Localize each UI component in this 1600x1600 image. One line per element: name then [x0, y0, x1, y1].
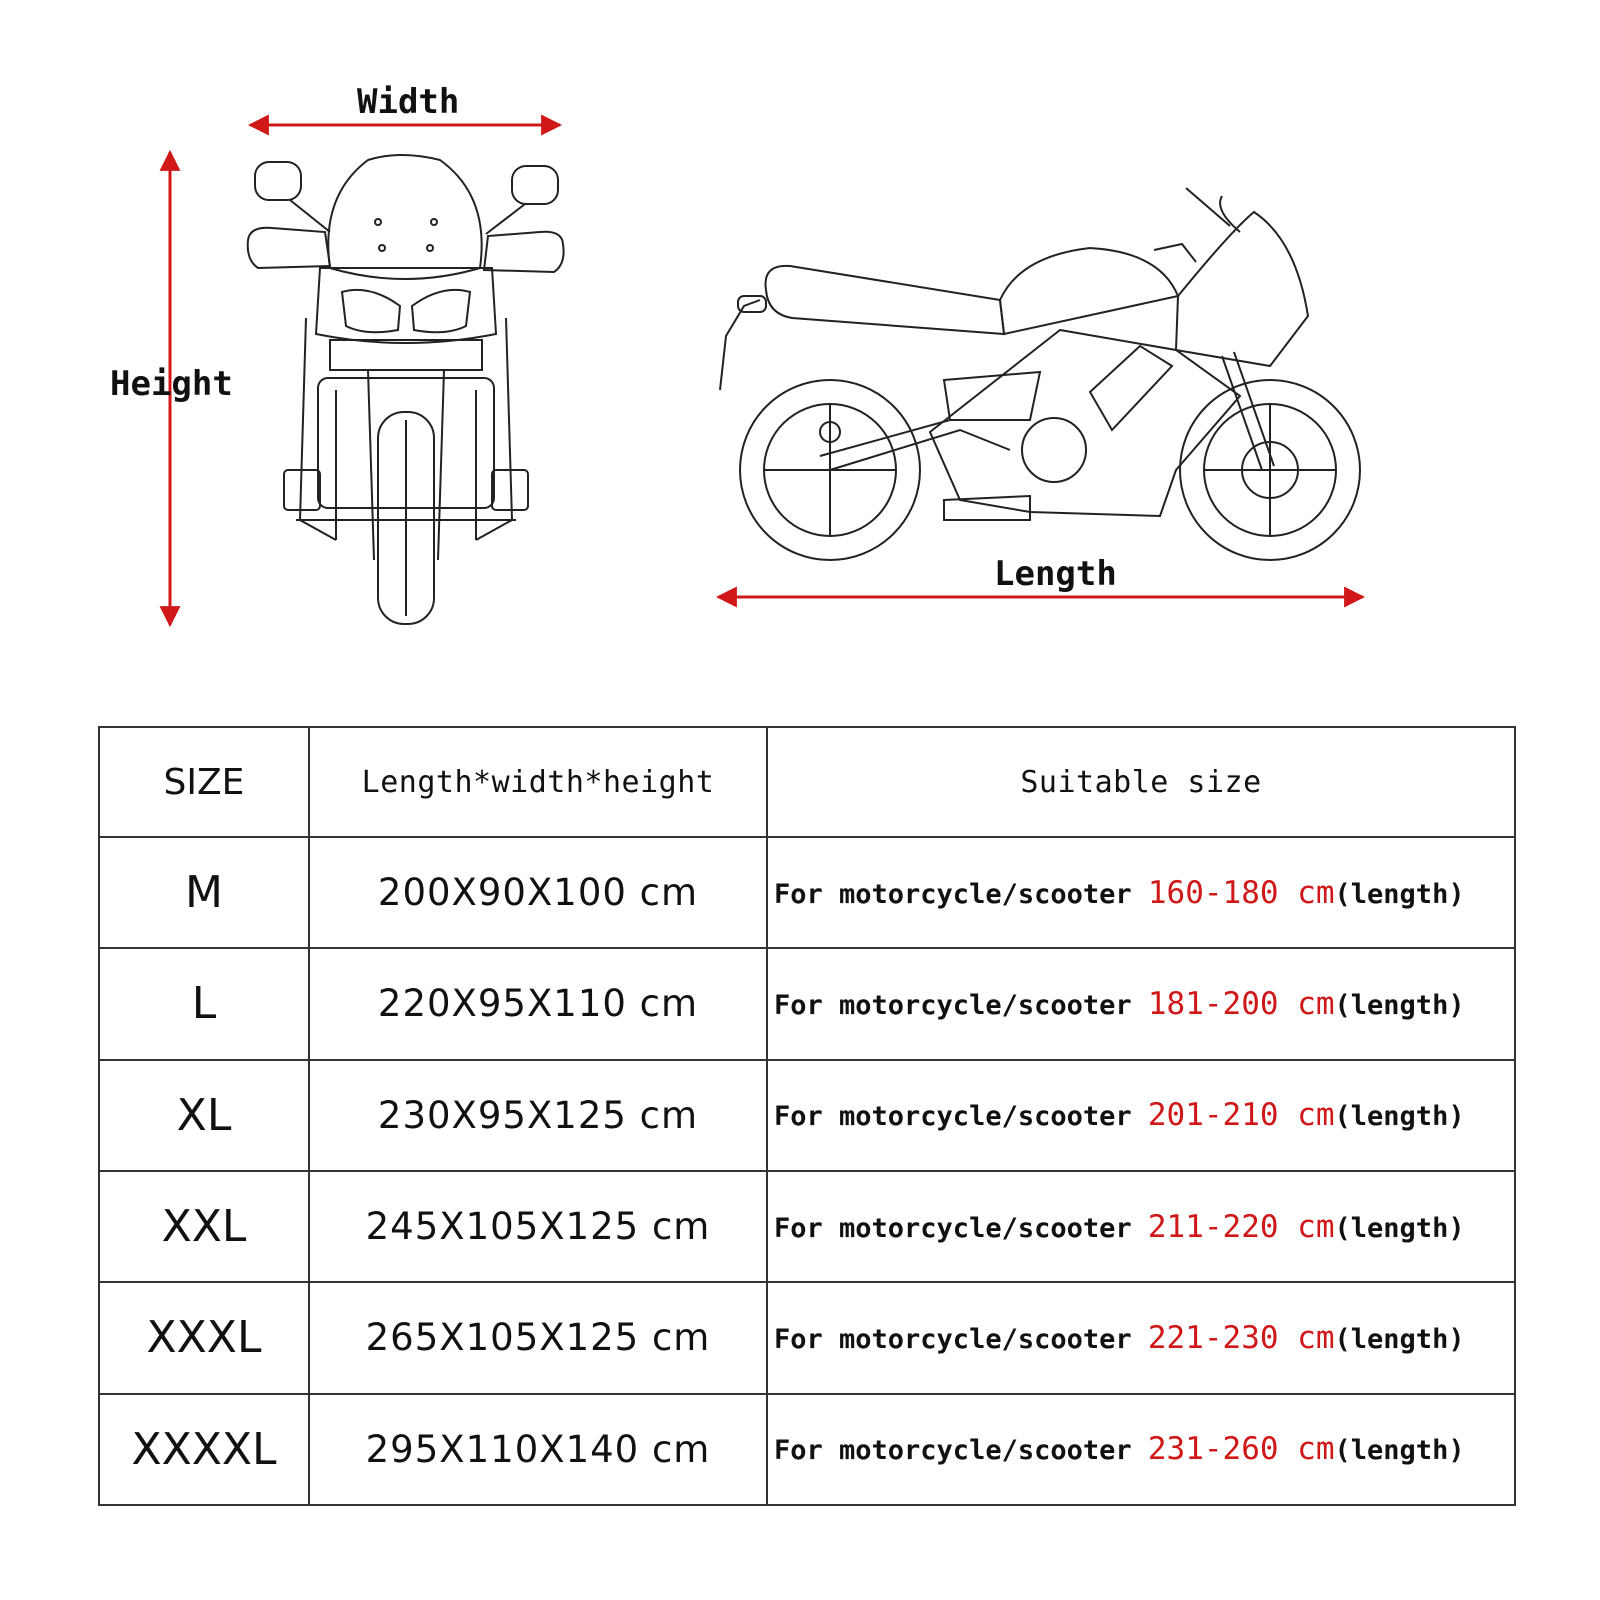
header-size: SIZE	[99, 727, 309, 837]
size-cell: L	[99, 948, 309, 1059]
suitable-suffix: (length)	[1334, 878, 1465, 910]
motorcycle-side-view	[720, 188, 1360, 560]
suitable-suffix: (length)	[1334, 1212, 1465, 1244]
suitable-prefix: For motorcycle/scooter	[774, 878, 1132, 910]
size-cell: XXXXL	[99, 1394, 309, 1505]
length-range: 211-220 cm	[1147, 1208, 1335, 1245]
suitable-size-cell	[767, 948, 1515, 1059]
table-row	[99, 837, 1515, 948]
table-row	[99, 1171, 1515, 1282]
size-cell: XXXL	[99, 1282, 309, 1393]
size-cell: XL	[99, 1060, 309, 1171]
table-row	[99, 1394, 1515, 1505]
dimensions-cell: 265X105X125 cm	[309, 1282, 767, 1393]
suitable-suffix: (length)	[1334, 1435, 1465, 1467]
suitable-prefix: For motorcycle/scooter	[774, 1435, 1132, 1467]
suitable-size-cell	[767, 1394, 1515, 1505]
suitable-size-cell	[767, 1060, 1515, 1171]
dimensions-cell: 200X90X100 cm	[309, 837, 767, 948]
dimensions-cell: 295X110X140 cm	[309, 1394, 767, 1505]
suitable-prefix: For motorcycle/scooter	[774, 1323, 1132, 1355]
suitable-size-cell	[767, 837, 1515, 948]
table-row	[99, 1282, 1515, 1393]
height-label: Height	[110, 364, 233, 404]
suitable-suffix: (length)	[1334, 1323, 1465, 1355]
motorcycle-dimension-diagram	[0, 0, 1600, 660]
dimensions-cell: 230X95X125 cm	[309, 1060, 767, 1171]
length-range: 221-230 cm	[1147, 1319, 1335, 1356]
length-range: 201-210 cm	[1147, 1097, 1335, 1134]
size-cell: M	[99, 837, 309, 948]
motorcycle-front-view	[248, 155, 564, 624]
table-header-row	[99, 727, 1515, 837]
size-chart-table	[98, 726, 1516, 1506]
length-range: 181-200 cm	[1147, 985, 1335, 1022]
suitable-prefix: For motorcycle/scooter	[774, 989, 1132, 1021]
header-suitable-size: Suitable size	[767, 727, 1515, 837]
suitable-suffix: (length)	[1334, 1101, 1465, 1133]
suitable-prefix: For motorcycle/scooter	[774, 1101, 1132, 1133]
width-label: Width	[357, 82, 460, 122]
suitable-prefix: For motorcycle/scooter	[774, 1212, 1132, 1244]
table-row	[99, 1060, 1515, 1171]
size-cell: XXL	[99, 1171, 309, 1282]
suitable-size-cell	[767, 1282, 1515, 1393]
length-range: 160-180 cm	[1147, 874, 1335, 911]
header-dimensions: Length*width*height	[309, 727, 767, 837]
suitable-size-cell	[767, 1171, 1515, 1282]
length-label: Length	[994, 554, 1117, 594]
table-row	[99, 948, 1515, 1059]
length-range: 231-260 cm	[1147, 1431, 1335, 1468]
dimensions-cell: 245X105X125 cm	[309, 1171, 767, 1282]
suitable-suffix: (length)	[1334, 989, 1465, 1021]
dimensions-cell: 220X95X110 cm	[309, 948, 767, 1059]
